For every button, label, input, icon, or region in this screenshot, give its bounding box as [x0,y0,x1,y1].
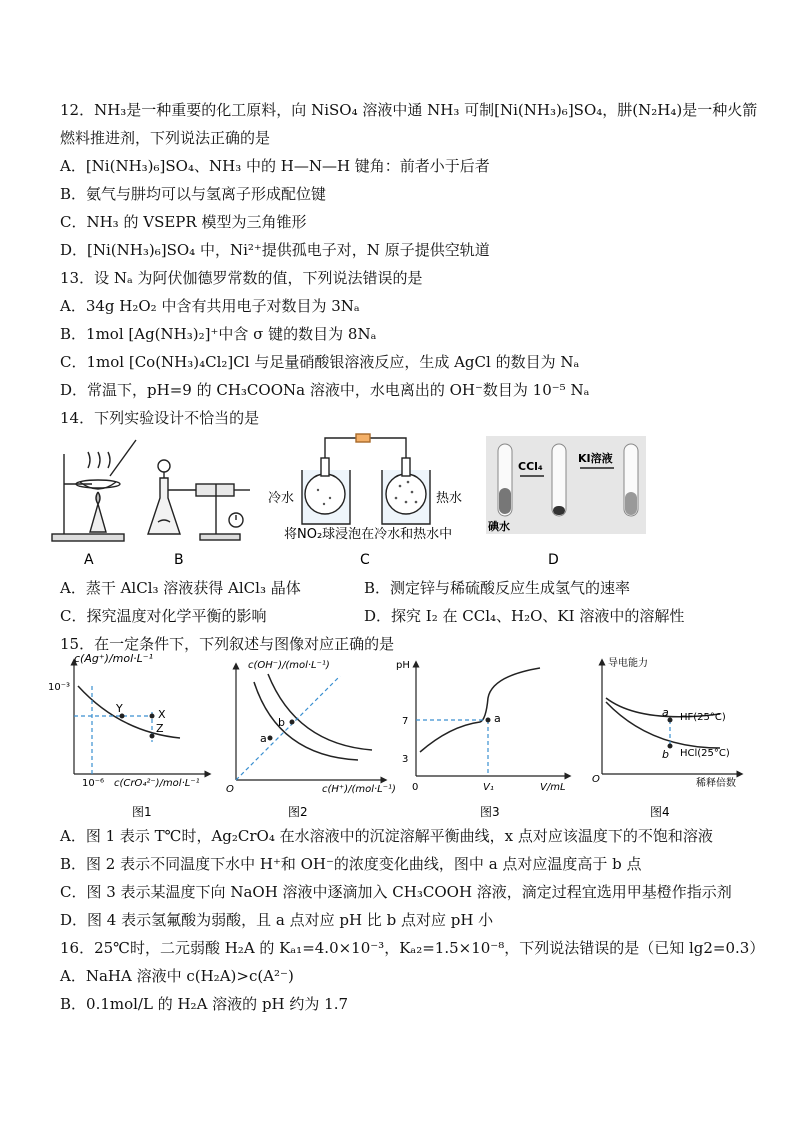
graph2-xlabel: c(H⁺)/(mol·L⁻¹) [322,784,396,795]
graph3-ylabel: pH [396,660,410,671]
cold-water-label: 冷水 [268,491,295,506]
hot-water-label: 热水 [436,491,463,506]
graph3-origin: 0 [412,782,419,793]
iodine-water-label: 碘水 [488,520,510,533]
q12-option-d: D．[Ni(NH₃)₆]SO₄ 中，Ni²⁺提供孤电子对，N 原子提供空轨道 [60,241,490,259]
graph4-series-hf: HF(25°C) [680,712,726,723]
q14-option-b: B．测定锌与稀硫酸反应生成氢气的速率 [364,579,631,597]
q15-option-d: D．图 4 表示氢氟酸为弱酸，且 a 点对应 pH 比 b 点对应 pH 小 [60,911,494,929]
graph4-ylabel: 导电能力 [608,658,648,669]
q15-stem: 15．在一定条件下，下列叙述与图像对应正确的是 [60,635,395,653]
q15-option-a: A．图 1 表示 T℃时，Ag₂CrO₄ 在水溶液中的沉淀溶解平衡曲线，x 点对应该温度下的不饱和溶液 [60,827,713,845]
apparatus-c [302,434,430,524]
graph2-origin: O [226,784,234,795]
graph3-ytick-3: 3 [402,754,409,765]
q14-option-c: C．探究温度对化学平衡的影响 [60,607,267,625]
q12-option-a: A．[Ni(NH₃)₆]SO₄、NH₃ 中的 H—N—H 键角：前者小于后者 [60,157,490,175]
graph-3 [416,664,568,776]
fig-c-caption: 将NO₂球浸泡在冷水和热水中 [284,527,453,542]
graph1-ylabel: c(Ag⁺)/mol·L⁻¹ [74,652,153,665]
graph1-label-z: Z [156,722,164,735]
fig-label-d: D [548,552,559,568]
ki-solution-label: KI溶液 [578,452,613,465]
q12-option-b: B．氨气与肼均可以与氢离子形成配位键 [60,185,327,203]
graph1-label-x: X [158,708,166,721]
q15-option-c: C．图 3 表示某温度下向 NaOH 溶液中逐滴加入 CH₃COOH 溶液，滴定过程宜选用甲基橙作指示剂 [60,883,732,901]
graph4-label-b: b [662,748,669,761]
q14-option-d: D．探究 I₂ 在 CCl₄、H₂O、KI 溶液中的溶解性 [364,607,685,625]
graph4-label-a: a [662,706,669,719]
fig-label-c: C [360,552,370,568]
graph3-caption: 图3 [480,805,500,819]
q14-stem: 14．下列实验设计不恰当的是 [60,409,260,427]
q13-option-c: C．1mol [Co(NH₃)₄Cl₂]Cl 与足量硝酸银溶液反应，生成 AgCl 的数目为 Nₐ [60,353,580,371]
graph3-xtick: V₁ [483,782,494,793]
graph2-label-a: a [260,732,267,745]
q14-apparatus-figure [40,432,740,574]
q13-option-d: D．常温下，pH=9 的 CH₃COONa 溶液中，水电离出的 OH⁻数目为 10⁻⁵ Nₐ [60,381,590,399]
graph1-point-z [150,734,155,739]
graph1-xtick: 10⁻⁶ [82,778,105,789]
graph1-ytick: 10⁻³ [48,682,71,693]
graph2-point-a [268,736,273,741]
graph1-xlabel: c(CrO₄²⁻)/mol·L⁻¹ [114,778,200,789]
graph3-point-a [486,718,491,723]
graph4-origin: O [592,774,600,785]
q12-stem-line2: 燃料推进剂，下列说法正确的是 [60,129,271,147]
graph4-xlabel: 稀释倍数 [696,778,736,789]
q14-option-a: A．蒸干 AlCl₃ 溶液获得 AlCl₃ 晶体 [60,579,301,597]
graph2-label-b: b [278,716,285,729]
apparatus-a [52,440,136,541]
q16-stem: 16．25℃时，二元弱酸 H₂A 的 Kₐ₁=4.0×10⁻³，Kₐ₂=1.5×10⁻⁸，下列说法错误的是（已知 lg2=0.3） [60,939,765,957]
fig-label-b: B [174,552,184,568]
ccl4-label: CCl₄ [518,460,543,473]
graph3-ytick-7: 7 [402,716,409,727]
graph2-point-b [290,720,295,725]
q15-graphs [40,652,750,822]
graph3-label-a: a [494,712,501,725]
q16-option-b: B．0.1mol/L 的 H₂A 溶液的 pH 约为 1.7 [60,995,349,1013]
q13-option-b: B．1mol [Ag(NH₃)₂]⁺中含 σ 键的数目为 8Nₐ [60,325,377,343]
q13-option-a: A．34g H₂O₂ 中含有共用电子对数目为 3Nₐ [60,297,360,315]
apparatus-d [486,436,646,534]
apparatus-b [148,460,250,540]
graph2-caption: 图2 [288,805,308,819]
q15-option-b: B．图 2 表示不同温度下水中 H⁺和 OH⁻的浓度变化曲线，图中 a 点对应温度高于 b 点 [60,855,642,873]
graph1-label-y: Y [116,702,123,715]
q12-stem-line1: 12．NH₃是一种重要的化工原料，向 NiSO₄ 溶液中通 NH₃ 可制[Ni(NH₃)₆]SO₄，肼(N₂H₄)是一种火箭 [60,101,758,119]
graph1-caption: 图1 [132,805,152,819]
graph4-caption: 图4 [650,805,670,819]
q12-option-c: C．NH₃ 的 VSEPR 模型为三角锥形 [60,213,307,231]
graph-2 [236,666,384,780]
graph4-series-hcl: HCl(25°C) [680,748,730,759]
graph-1 [74,662,208,774]
q16-option-a: A．NaHA 溶液中 c(H₂A)>c(A²⁻) [60,967,294,985]
graph3-xlabel: V/mL [540,782,566,793]
graph2-ylabel: c(OH⁻)/(mol·L⁻¹) [248,660,330,671]
graph1-point-x [150,714,155,719]
q13-stem: 13．设 Nₐ 为阿伏伽德罗常数的值，下列说法错误的是 [60,269,423,287]
fig-label-a: A [84,552,94,568]
